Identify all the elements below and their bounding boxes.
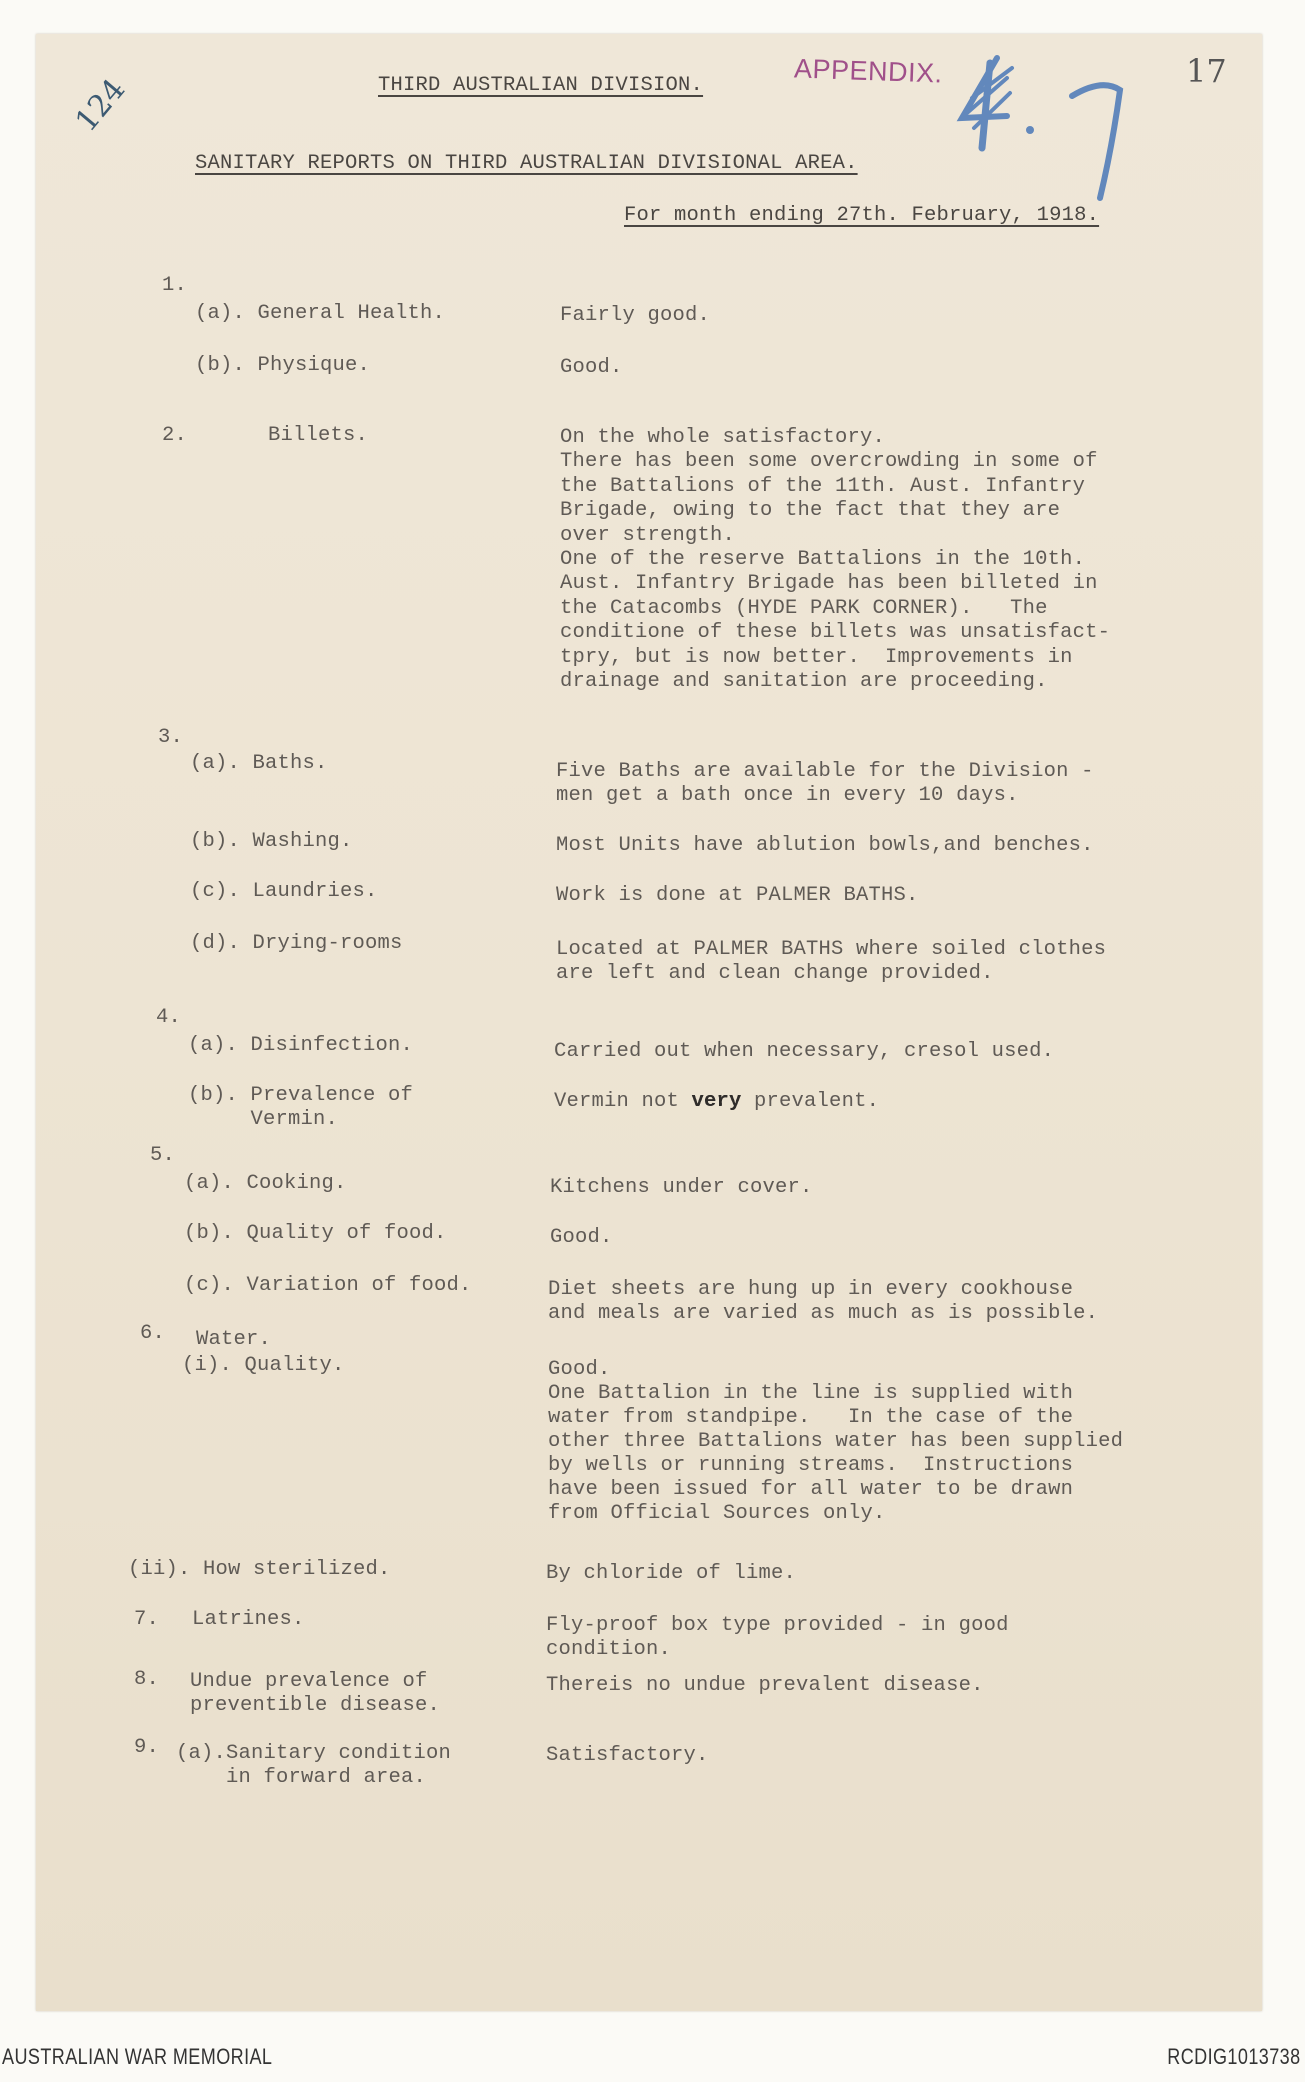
section-6-label: Water. [196, 1328, 272, 1351]
section-3-number: 3. [158, 726, 184, 749]
text-line: Aust. Infantry Brigade has been billeted in [560, 572, 1098, 596]
text-line: One of the reserve Battalions in the 10th. [560, 548, 1086, 572]
text-line: men get a bath once in every 10 days. [556, 784, 1019, 807]
text-line: Diet sheets are hung up in every cookhouse [548, 1278, 1074, 1301]
section-4b-text [554, 1090, 879, 1114]
section-7-number: 7. [134, 1608, 160, 1631]
section-7-label: Latrines. [192, 1608, 305, 1631]
section-1a-text: Fairly good. [560, 304, 711, 327]
section-1-number: 1. [162, 274, 188, 297]
text-line: the Battalions of the 11th. Aust. Infantry [560, 474, 1086, 498]
footer-record-id: RCDIG1013738 [1167, 2044, 1301, 2069]
section-4a-label: (a). Disinfection. [188, 1034, 414, 1057]
section-3d-text [556, 938, 1106, 986]
section-3a-text [556, 760, 1094, 808]
text-line: Brigade, owing to the fact that they are [560, 499, 1061, 523]
document-subtitle: SANITARY REPORTS ON THIRD AUSTRALIAN DIVISIONAL AREA. [195, 152, 858, 175]
text-line: Fly-proof box type provided - in good [546, 1614, 1009, 1637]
text-line: On the whole satisfactory. [560, 426, 886, 449]
section-2-number: 2. [162, 424, 188, 447]
text-line: and meals are varied as much as is possible. [548, 1302, 1099, 1325]
section-9-number: 9. [134, 1736, 160, 1759]
archive-page-number: 124 [68, 72, 133, 139]
section-5b-text: Good. [550, 1226, 613, 1249]
section-5-number: 5. [150, 1144, 176, 1167]
text-line: Five Baths are available for the Division - [556, 760, 1094, 783]
text-line: water from standpipe. In the case of the [548, 1406, 1074, 1429]
section-3d-label: (d). Drying-rooms [190, 932, 403, 955]
section-1b-label: (b). Physique. [195, 354, 371, 377]
struck-word: very [691, 1090, 742, 1113]
section-3c-label: (c). Laundries. [190, 880, 378, 903]
section-4-number: 4. [156, 1006, 182, 1029]
text-pre: Vermin not [554, 1090, 692, 1113]
label-line: (b). Prevalence of [188, 1084, 414, 1107]
text-line: condition. [546, 1638, 672, 1661]
label-line: preventible disease. [190, 1694, 441, 1717]
document-title: THIRD AUSTRALIAN DIVISION. [378, 74, 704, 97]
text-line: drainage and sanitation are proceeding. [560, 670, 1048, 694]
text-post: prevalent. [741, 1090, 880, 1113]
section-2-label: Billets. [268, 424, 369, 447]
section-8-text: Thereis no undue prevalent disease. [546, 1674, 984, 1697]
text-line: Good. [548, 1358, 611, 1381]
section-7-text [546, 1614, 1009, 1662]
section-3b-label: (b). Washing. [190, 830, 353, 853]
section-2-text [560, 426, 1110, 694]
text-line: There has been some overcrowding in some of [560, 450, 1098, 474]
footer-institution: AUSTRALIAN WAR MEMORIAL [2, 2044, 273, 2069]
section-6-number: 6. [140, 1322, 166, 1345]
section-1a-label: (a). General Health. [195, 302, 446, 325]
folio-number: 17 [1186, 52, 1227, 90]
section-5c-label: (c). Variation of food. [184, 1274, 472, 1297]
section-5a-label: (a). Cooking. [184, 1172, 347, 1195]
label-line: (a).Sanitary condition [176, 1742, 452, 1765]
appendix-stamp: APPENDIX. [793, 53, 944, 89]
section-3a-label: (a). Baths. [190, 752, 328, 775]
label-line: in forward area. [176, 1766, 427, 1789]
section-6i-label: (i). Quality. [182, 1354, 345, 1377]
text-line: over strength. [560, 523, 736, 547]
section-3c-text: Work is done at PALMER BATHS. [556, 884, 919, 907]
text-line: from Official Sources only. [548, 1502, 886, 1525]
report-period: For month ending 27th. February, 1918. [624, 204, 1100, 227]
section-8-number: 8. [134, 1668, 160, 1691]
text-line: One Battalion in the line is supplied with [548, 1382, 1074, 1405]
section-3b-text: Most Units have ablution bowls,and benches. [556, 834, 1094, 857]
section-6i-text [548, 1358, 1123, 1526]
text-line: conditione of these billets was unsatisfact- [560, 621, 1111, 645]
section-9a-text: Satisfactory. [546, 1744, 709, 1767]
section-8-label [190, 1670, 440, 1718]
label-line: Vermin. [188, 1108, 339, 1131]
handwritten-appendix-number [952, 38, 1142, 208]
text-line: Located at PALMER BATHS where soiled clothes [556, 938, 1107, 961]
section-1b-text: Good. [560, 356, 623, 379]
section-4b-label [188, 1084, 413, 1132]
section-9a-label [176, 1742, 451, 1790]
text-line: tpry, but is now better. Improvements in [560, 645, 1073, 669]
section-6ii-text: By chloride of lime. [546, 1562, 797, 1585]
text-line: by wells or running streams. Instructions [548, 1454, 1074, 1477]
text-line: other three Battalions water has been supplied [548, 1430, 1124, 1453]
text-line: the Catacombs (HYDE PARK CORNER). The [560, 596, 1048, 620]
text-line: have been issued for all water to be drawn [548, 1478, 1074, 1501]
section-5c-text [548, 1278, 1098, 1326]
label-line: Undue prevalence of [190, 1670, 428, 1693]
section-5b-label: (b). Quality of food. [184, 1222, 447, 1245]
text-line: are left and clean change provided. [556, 962, 994, 985]
section-6ii-label: (ii). How sterilized. [128, 1558, 391, 1581]
section-5a-text: Kitchens under cover. [550, 1176, 813, 1199]
section-4a-text: Carried out when necessary, cresol used. [554, 1040, 1055, 1063]
